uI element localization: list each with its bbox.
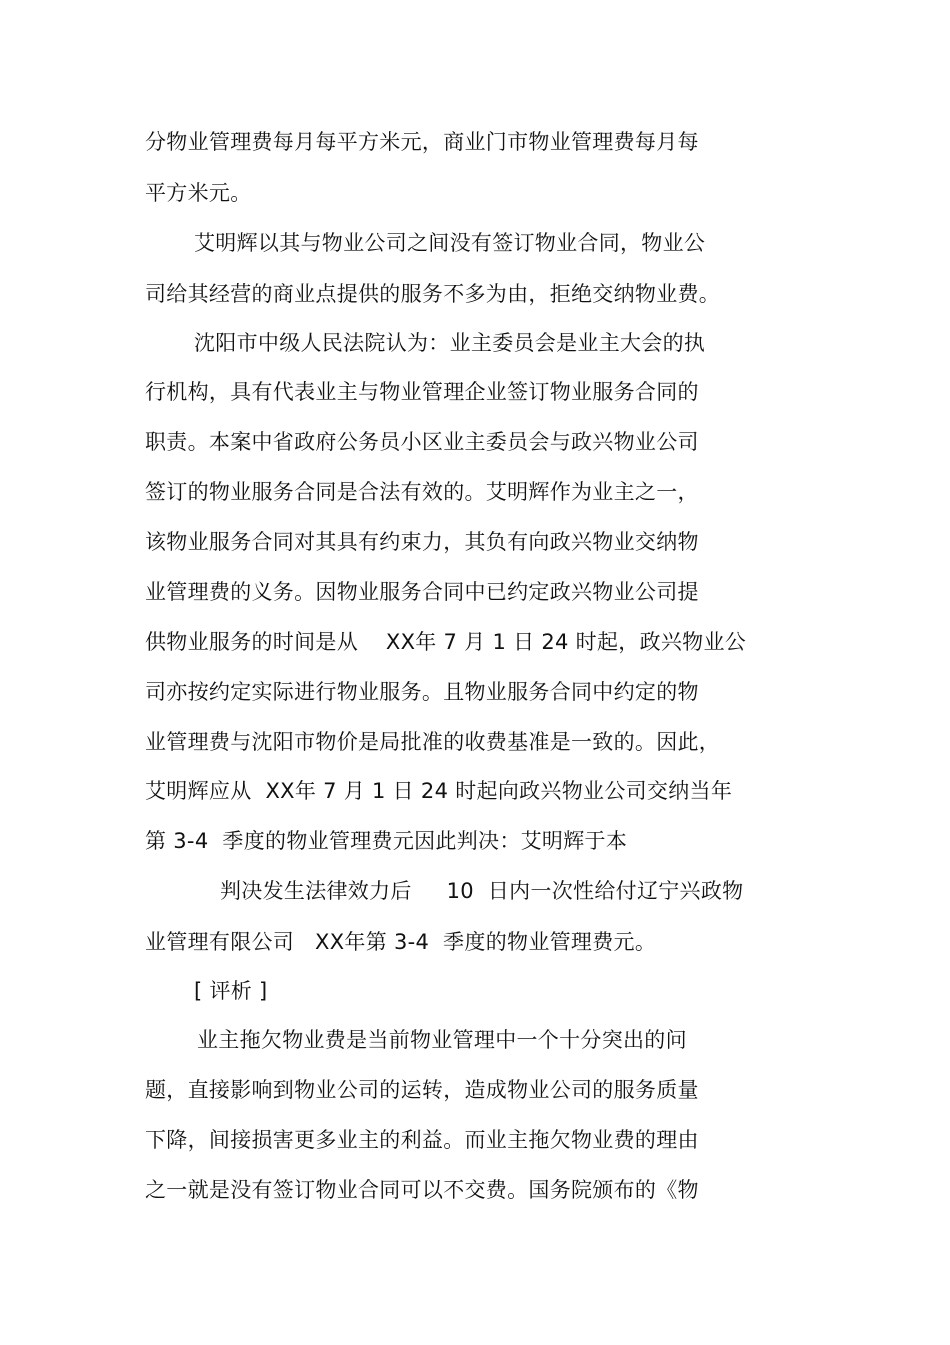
text-line-8: 签订的物业服务合同是合法有效的。艾明辉作为业主之一， [145,480,699,504]
section-heading-analysis: [ 评析 ] [194,979,268,1003]
text-line-1: 分物业管理费每月每平方米元，商业门市物业管理费每月每 [145,130,699,154]
text-line-10: 业管理费的义务。因物业服务合同中已约定政兴物业公司提 [145,580,699,604]
text-line-13: 业管理费与沈阳市物价是局批准的收费基准是一致的。因此， [145,730,721,754]
text-line-19: 业主拖欠物业费是当前物业管理中一个十分突出的问 [197,1028,687,1052]
text-line-11: 供物业服务的时间是从 XX年 7 月 1 日 24 时起，政兴物业公 [145,630,747,654]
text-line-4: 司给其经营的商业点提供的服务不多为由，拒绝交纳物业费。 [145,282,721,306]
text-line-7: 职责。本案中省政府公务员小区业主委员会与政兴物业公司 [145,430,699,454]
text-line-3: 艾明辉以其与物业公司之间没有签订物业合同，物业公 [194,231,706,255]
text-line-17: 业管理有限公司 XX年第 3-4 季度的物业管理费元。 [145,930,657,954]
text-line-14: 艾明辉应从 XX年 7 月 1 日 24 时起向政兴物业公司交纳当年 [145,779,733,803]
text-line-16: 判决发生法律效力后 10 日内一次性给付辽宁兴政物 [220,879,744,903]
text-line-6: 行机构，具有代表业主与物业管理企业签订物业服务合同的 [145,380,699,404]
text-line-20: 题，直接影响到物业公司的运转，造成物业公司的服务质量 [145,1078,699,1102]
text-line-21: 下降，间接损害更多业主的利益。而业主拖欠物业费的理由 [145,1128,699,1152]
text-line-2: 平方米元。 [145,181,252,205]
text-line-22: 之一就是没有签订物业合同可以不交费。国务院颁布的《物 [145,1178,699,1202]
text-line-5: 沈阳市中级人民法院认为：业主委员会是业主大会的执 [194,331,706,355]
text-line-15: 第 3-4 季度的物业管理费元因此判决：艾明辉于本 [145,829,628,853]
text-line-9: 该物业服务合同对其具有约束力，其负有向政兴物业交纳物 [145,530,699,554]
text-line-12: 司亦按约定实际进行物业服务。且物业服务合同中约定的物 [145,680,699,704]
